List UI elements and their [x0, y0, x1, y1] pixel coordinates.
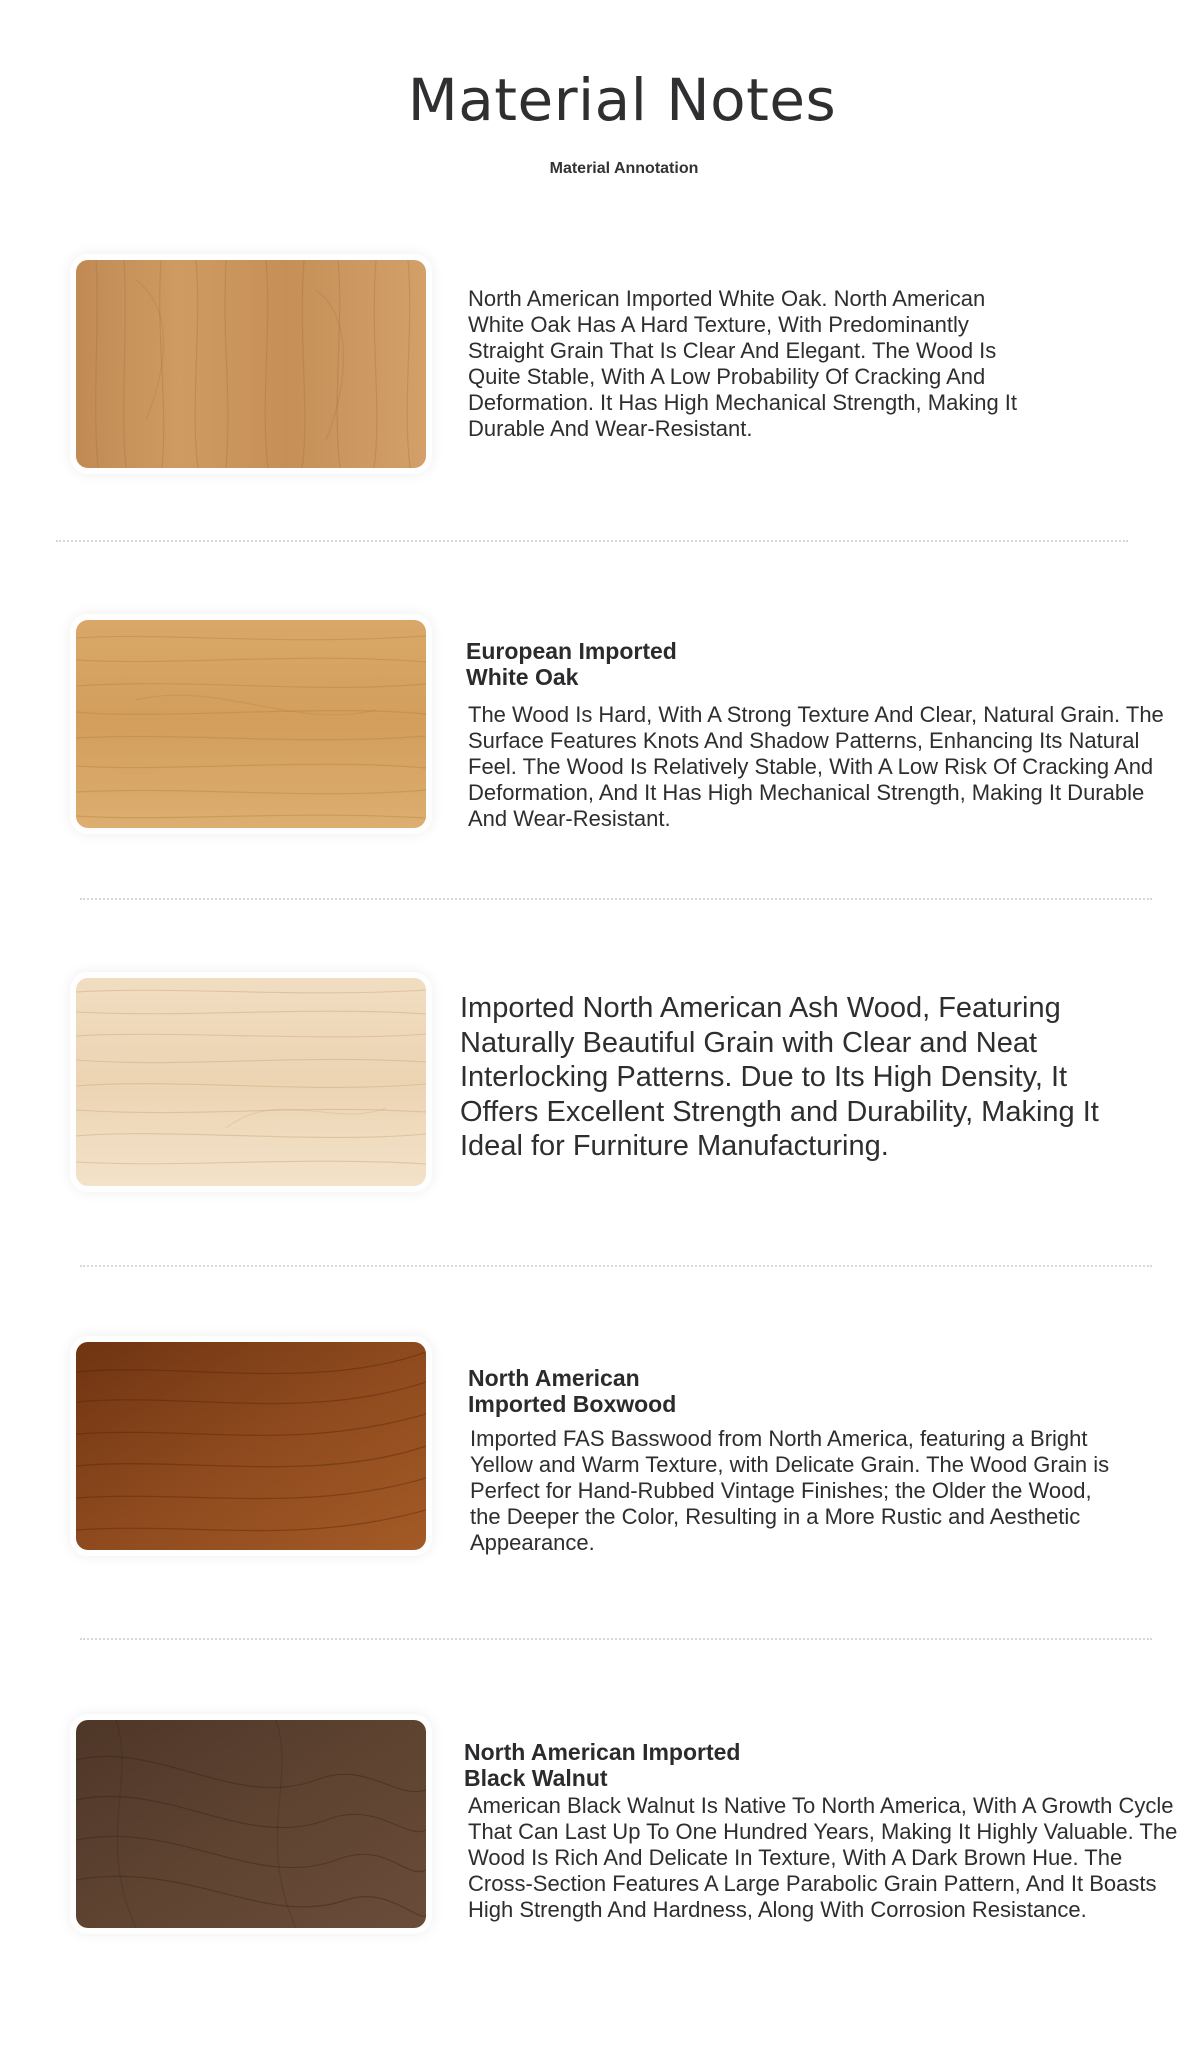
section-divider — [80, 898, 1152, 900]
section-divider — [80, 1638, 1152, 1640]
wood-grain-texture — [76, 260, 426, 468]
wood-grain-texture — [76, 620, 426, 828]
ash-wood-description: Imported North American Ash Wood, Featuring Naturally Beautiful Grain with Clear and Neat Interlocking Patterns. Due to Its High Density, It Offers Excellent Strength and Durability, Making It Ideal for Furniture Manufacturing. — [460, 992, 1099, 1162]
section-divider — [56, 540, 1128, 542]
page-title: Material Notes — [407, 66, 837, 134]
black-walnut-title: North American Imported Black Walnut — [464, 1739, 741, 1791]
boxwood-swatch-image — [76, 1342, 426, 1550]
white-oak-swatch-image — [76, 260, 426, 468]
european-oak-title: European Imported White Oak — [466, 638, 677, 690]
page-subtitle: Material Annotation — [549, 160, 699, 177]
boxwood-description: Imported FAS Basswood from North America, featuring a Bright Yellow and Warm Texture, with Delicate Grain. The Wood Grain is Perfect for Hand-Rubbed Vintage Finishes; the Older the Wood, the Deeper the Color, Resulting in a More Rustic and Aesthetic Appearance. — [470, 1426, 1110, 1555]
white-oak-description: North American Imported White Oak. North American White Oak Has A Hard Texture, With Predominantly Straight Grain That Is Clear And Elegant. The Wood Is Quite Stable, With A Low Probability Of Cracking And Deformation. It Has High Mechanical Strength, Making It Durable And Wear-Resistant. — [468, 286, 1018, 441]
european-oak-swatch-image — [76, 620, 426, 828]
section-divider — [80, 1265, 1152, 1267]
wood-grain-texture — [76, 1342, 426, 1550]
european-oak-description: The Wood Is Hard, With A Strong Texture And Clear, Natural Grain. The Surface Features Knots And Shadow Patterns, Enhancing Its Natural Feel. The Wood Is Relatively Stable, With A Low Risk Of Cracking And Deformation, And It Has High Mechanical Strength, Making It Durable And Wear-Resistant. — [468, 702, 1164, 831]
wood-grain-texture — [76, 978, 426, 1186]
boxwood-title: North American Imported Boxwood — [468, 1365, 677, 1417]
black-walnut-swatch-image — [76, 1720, 426, 1928]
wood-grain-texture — [76, 1720, 426, 1928]
black-walnut-description: American Black Walnut Is Native To North America, With A Growth Cycle That Can Last Up To One Hundred Years, Making It Highly Valuable. The Wood Is Rich And Delicate In Texture, With A Dark Brown Hue. The Cross-Section Features A Large Parabolic Grain Pattern, And It Boasts High Strength And Hardness, Along With Corrosion Resistance. — [468, 1793, 1178, 1922]
ash-wood-swatch-image — [76, 978, 426, 1186]
